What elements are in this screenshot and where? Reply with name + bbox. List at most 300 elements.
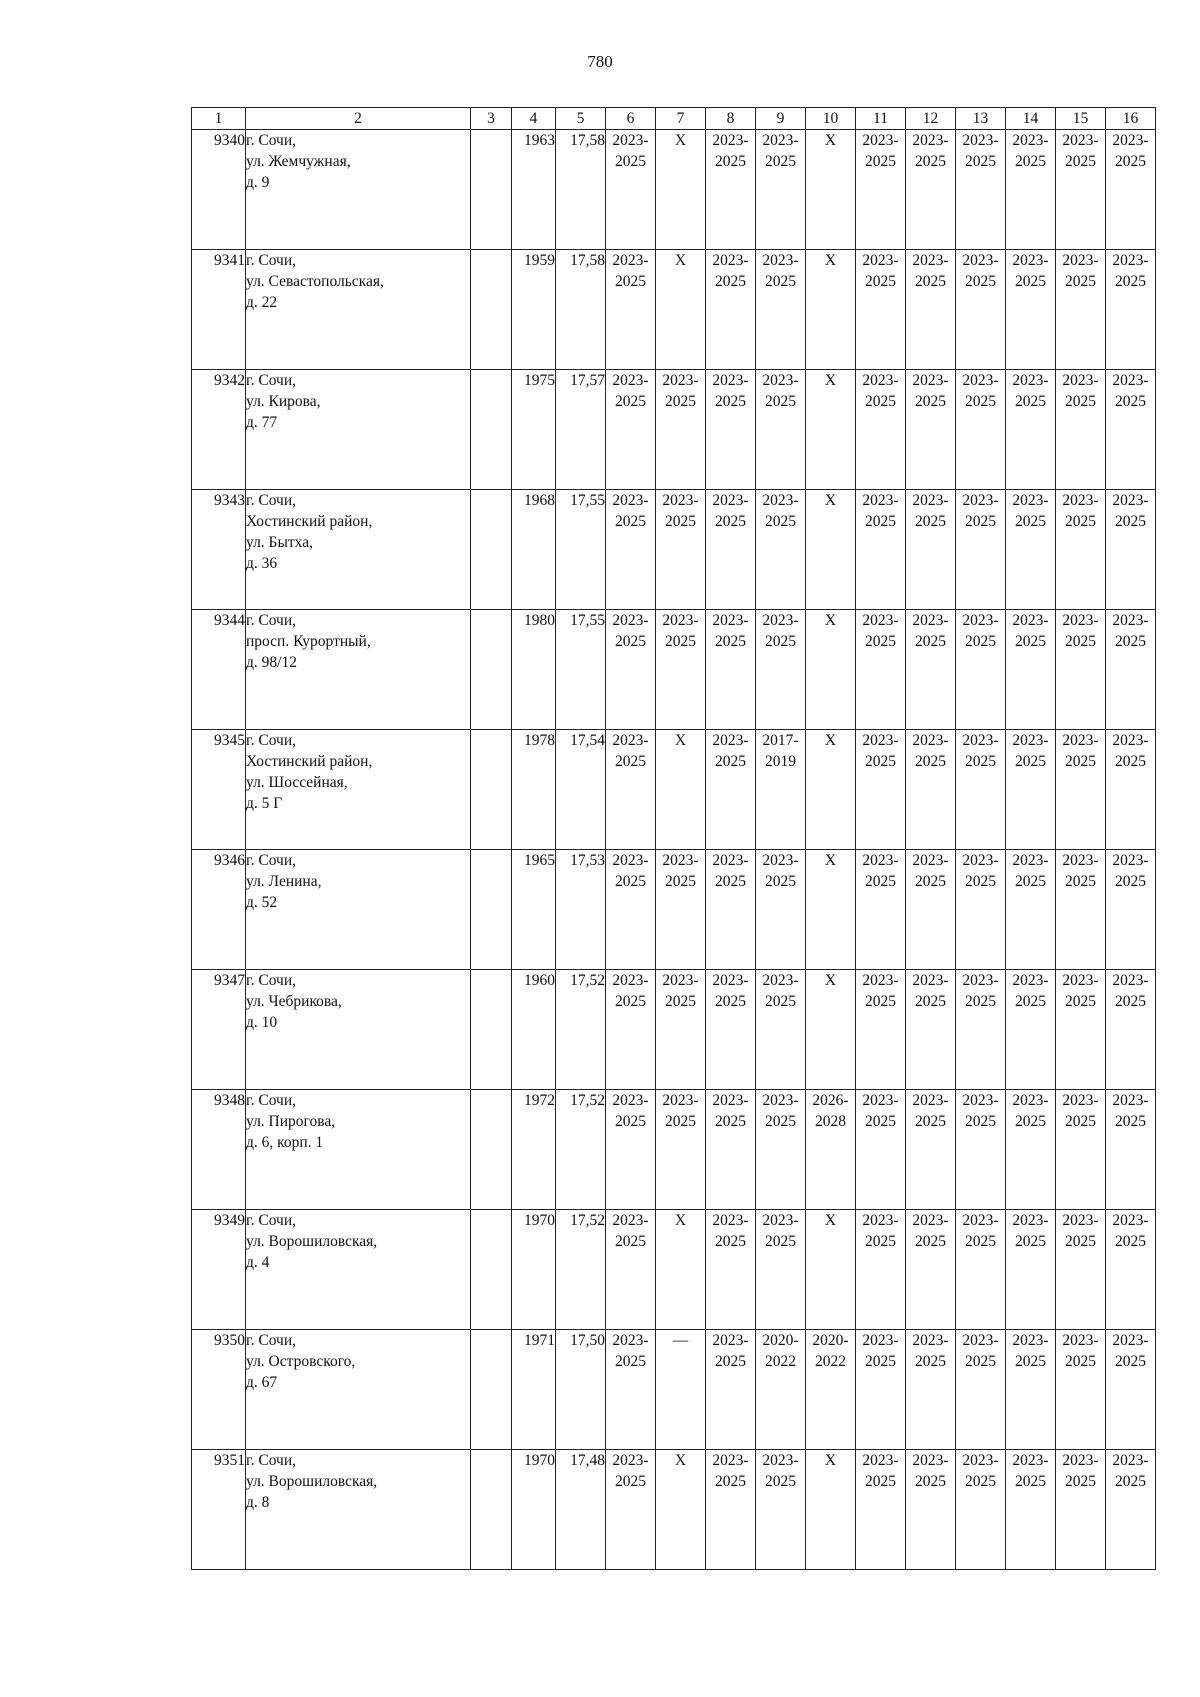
period-text: 2025 bbox=[615, 273, 646, 290]
year-built-cell: 1970 bbox=[512, 1450, 556, 1570]
period-text: 2023- bbox=[862, 612, 899, 629]
period-cell-col-15 bbox=[1056, 490, 1106, 610]
address-line: д. 52 bbox=[246, 894, 278, 911]
period-cell-col-14 bbox=[1006, 490, 1056, 610]
period-text: 2023- bbox=[1012, 972, 1049, 989]
period-cell-col-7 bbox=[656, 610, 706, 730]
period-cell-col-10 bbox=[806, 130, 856, 250]
period-text: 2025 bbox=[965, 633, 996, 650]
period-cell-col-8 bbox=[706, 1330, 756, 1450]
period-cell-col-15 bbox=[1056, 730, 1106, 850]
period-cell-col-13 bbox=[956, 610, 1006, 730]
period-text: 2025 bbox=[865, 1473, 896, 1490]
period-text: 2025 bbox=[915, 513, 946, 530]
period-text: 2023- bbox=[962, 492, 999, 509]
period-cell-col-12 bbox=[906, 970, 956, 1090]
area-cell: 17,54 bbox=[556, 730, 606, 850]
period-text: 2025 bbox=[715, 1113, 746, 1130]
period-cell-col-6 bbox=[606, 610, 656, 730]
period-cell-col-9 bbox=[756, 370, 806, 490]
period-text: 2025 bbox=[1015, 1473, 1046, 1490]
period-cell-col-10 bbox=[806, 850, 856, 970]
column-number-12: 12 bbox=[906, 108, 956, 130]
period-text: 2025 bbox=[1015, 1353, 1046, 1370]
period-text: 2023- bbox=[1112, 1452, 1149, 1469]
period-text: X bbox=[824, 612, 837, 629]
period-text: 2025 bbox=[765, 993, 796, 1010]
table-row bbox=[192, 730, 1156, 850]
period-text: 2025 bbox=[615, 753, 646, 770]
period-text: 2023- bbox=[1112, 612, 1149, 629]
address-line: г. Сочи, bbox=[246, 852, 297, 869]
column-number-row bbox=[192, 108, 1156, 130]
period-text: 2023- bbox=[712, 132, 749, 149]
area-cell: 17,57 bbox=[556, 370, 606, 490]
period-text: 2023- bbox=[762, 972, 799, 989]
period-text: 2023- bbox=[1062, 852, 1099, 869]
period-text: 2025 bbox=[915, 873, 946, 890]
period-text: 2023- bbox=[962, 372, 999, 389]
period-text: X bbox=[824, 372, 837, 389]
period-cell-col-16 bbox=[1106, 850, 1156, 970]
column-number-14: 14 bbox=[1006, 108, 1056, 130]
period-text: 2023- bbox=[862, 1452, 899, 1469]
period-text: 2023- bbox=[1062, 1452, 1099, 1469]
period-text: 2023- bbox=[662, 492, 699, 509]
period-cell-col-6 bbox=[606, 490, 656, 610]
address-cell bbox=[246, 130, 471, 250]
year-built-cell: 1970 bbox=[512, 1210, 556, 1330]
period-text: 2025 bbox=[1115, 1113, 1146, 1130]
period-text: 2025 bbox=[1015, 1233, 1046, 1250]
address-line: ул. Бытха, bbox=[246, 534, 313, 551]
period-text: 2023- bbox=[912, 1212, 949, 1229]
period-text: 2023- bbox=[762, 1212, 799, 1229]
period-text: 2023- bbox=[762, 612, 799, 629]
period-cell-col-7 bbox=[656, 250, 706, 370]
period-text: 2025 bbox=[1065, 153, 1096, 170]
period-text: 2025 bbox=[915, 273, 946, 290]
period-text: 2025 bbox=[615, 1473, 646, 1490]
column-3-cell bbox=[471, 130, 512, 250]
period-text: 2023- bbox=[962, 1332, 999, 1349]
period-text: X bbox=[824, 972, 837, 989]
period-cell-col-16 bbox=[1106, 250, 1156, 370]
period-text: 2023- bbox=[1112, 492, 1149, 509]
period-text: 2025 bbox=[915, 753, 946, 770]
period-text: X bbox=[824, 852, 837, 869]
address-line: ул. Ленина, bbox=[246, 873, 322, 890]
period-text: X bbox=[674, 1212, 687, 1229]
period-text: 2023- bbox=[962, 1452, 999, 1469]
period-cell-col-8 bbox=[706, 850, 756, 970]
address-line: г. Сочи, bbox=[246, 252, 297, 269]
period-cell-col-14 bbox=[1006, 130, 1056, 250]
period-cell-col-9 bbox=[756, 250, 806, 370]
record-number-cell: 9348 bbox=[192, 1090, 246, 1210]
year-built-cell: 1978 bbox=[512, 730, 556, 850]
period-text: 2025 bbox=[1115, 753, 1146, 770]
period-text: 2023- bbox=[712, 252, 749, 269]
period-text: 2025 bbox=[615, 393, 646, 410]
period-text: 2023- bbox=[712, 732, 749, 749]
period-text: 2025 bbox=[865, 513, 896, 530]
period-text: 2025 bbox=[615, 993, 646, 1010]
period-text: 2023- bbox=[1062, 372, 1099, 389]
period-cell-col-14 bbox=[1006, 1090, 1056, 1210]
period-text: 2019 bbox=[765, 753, 796, 770]
period-text: 2023- bbox=[662, 972, 699, 989]
period-text: 2023- bbox=[762, 1092, 799, 1109]
period-text: 2023- bbox=[712, 852, 749, 869]
period-cell-col-11 bbox=[856, 730, 906, 850]
address-line: Хостинский район, bbox=[246, 513, 373, 530]
address-line: ул. Кирова, bbox=[246, 393, 321, 410]
address-line: г. Сочи, bbox=[246, 132, 297, 149]
period-text: 2023- bbox=[912, 252, 949, 269]
period-text: 2023- bbox=[912, 732, 949, 749]
address-line: ул. Пирогова, bbox=[246, 1113, 336, 1130]
period-text: X bbox=[674, 1452, 687, 1469]
period-cell-col-10 bbox=[806, 1450, 856, 1570]
period-text: 2023- bbox=[962, 972, 999, 989]
period-cell-col-9 bbox=[756, 970, 806, 1090]
period-text: X bbox=[824, 1212, 837, 1229]
period-cell-col-9 bbox=[756, 1450, 806, 1570]
period-text: 2025 bbox=[715, 633, 746, 650]
period-cell-col-10 bbox=[806, 1210, 856, 1330]
period-cell-col-7 bbox=[656, 490, 706, 610]
address-line: ул. Жемчужная, bbox=[246, 153, 351, 170]
period-text: 2023- bbox=[1012, 732, 1049, 749]
address-line: д. 67 bbox=[246, 1374, 278, 1391]
period-text: 2025 bbox=[765, 393, 796, 410]
period-cell-col-13 bbox=[956, 1210, 1006, 1330]
period-cell-col-14 bbox=[1006, 250, 1056, 370]
period-text: 2025 bbox=[615, 1113, 646, 1130]
address-line: ул. Севастопольская, bbox=[246, 273, 384, 290]
period-cell-col-6 bbox=[606, 130, 656, 250]
address-cell bbox=[246, 970, 471, 1090]
area-cell: 17,52 bbox=[556, 1090, 606, 1210]
address-cell bbox=[246, 250, 471, 370]
period-text: 2023- bbox=[712, 1092, 749, 1109]
period-text: 2020- bbox=[812, 1332, 849, 1349]
period-text: 2023- bbox=[1112, 852, 1149, 869]
period-cell-col-11 bbox=[856, 370, 906, 490]
period-cell-col-16 bbox=[1106, 1090, 1156, 1210]
period-cell-col-15 bbox=[1056, 970, 1106, 1090]
period-text: 2025 bbox=[1015, 153, 1046, 170]
period-text: 2025 bbox=[1065, 633, 1096, 650]
period-text: 2023- bbox=[1062, 732, 1099, 749]
column-number-15: 15 bbox=[1056, 108, 1106, 130]
period-text: 2023- bbox=[962, 612, 999, 629]
period-text: 2025 bbox=[965, 1473, 996, 1490]
address-line: ул. Ворошиловская, bbox=[246, 1473, 378, 1490]
period-cell-col-10 bbox=[806, 970, 856, 1090]
address-line: д. 8 bbox=[246, 1494, 270, 1511]
period-cell-col-14 bbox=[1006, 610, 1056, 730]
period-cell-col-10 bbox=[806, 730, 856, 850]
period-cell-col-15 bbox=[1056, 850, 1106, 970]
year-built-cell: 1960 bbox=[512, 970, 556, 1090]
address-cell bbox=[246, 370, 471, 490]
period-cell-col-16 bbox=[1106, 370, 1156, 490]
period-cell-col-14 bbox=[1006, 1210, 1056, 1330]
year-built-cell: 1972 bbox=[512, 1090, 556, 1210]
period-text: 2022 bbox=[815, 1353, 846, 1370]
period-cell-col-7 bbox=[656, 370, 706, 490]
period-text: 2023- bbox=[612, 972, 649, 989]
address-cell bbox=[246, 1210, 471, 1330]
period-text: 2023- bbox=[1012, 1212, 1049, 1229]
period-cell-col-14 bbox=[1006, 730, 1056, 850]
period-text: 2023- bbox=[862, 1092, 899, 1109]
period-text: 2025 bbox=[915, 153, 946, 170]
column-number-13: 13 bbox=[956, 108, 1006, 130]
address-cell bbox=[246, 1330, 471, 1450]
period-cell-col-12 bbox=[906, 850, 956, 970]
record-number-cell: 9345 bbox=[192, 730, 246, 850]
area-cell: 17,52 bbox=[556, 1210, 606, 1330]
table-row bbox=[192, 250, 1156, 370]
housing-register-table bbox=[191, 107, 1156, 1570]
column-3-cell bbox=[471, 970, 512, 1090]
year-built-cell: 1980 bbox=[512, 610, 556, 730]
period-text: 2025 bbox=[965, 993, 996, 1010]
period-cell-col-6 bbox=[606, 1330, 656, 1450]
period-text: 2023- bbox=[862, 492, 899, 509]
table-row bbox=[192, 130, 1156, 250]
period-text: 2023- bbox=[1012, 372, 1049, 389]
period-cell-col-8 bbox=[706, 730, 756, 850]
period-text: 2025 bbox=[715, 993, 746, 1010]
period-cell-col-6 bbox=[606, 250, 656, 370]
period-text: 2023- bbox=[1112, 1212, 1149, 1229]
address-cell bbox=[246, 610, 471, 730]
address-line: г. Сочи, bbox=[246, 1212, 297, 1229]
address-cell bbox=[246, 1450, 471, 1570]
period-text: 2025 bbox=[865, 1113, 896, 1130]
period-text: 2025 bbox=[865, 633, 896, 650]
area-cell: 17,50 bbox=[556, 1330, 606, 1450]
period-text: 2023- bbox=[962, 252, 999, 269]
period-cell-col-8 bbox=[706, 370, 756, 490]
period-cell-col-15 bbox=[1056, 130, 1106, 250]
period-cell-col-8 bbox=[706, 1210, 756, 1330]
period-cell-col-15 bbox=[1056, 1450, 1106, 1570]
period-text: 2023- bbox=[762, 852, 799, 869]
address-line: д. 10 bbox=[246, 1014, 278, 1031]
period-text: 2023- bbox=[1012, 132, 1049, 149]
page-number: 780 bbox=[587, 52, 613, 71]
period-text: 2023- bbox=[1012, 492, 1049, 509]
period-cell-col-8 bbox=[706, 970, 756, 1090]
address-line: Хостинский район, bbox=[246, 753, 373, 770]
period-text: 2023- bbox=[612, 612, 649, 629]
table-row bbox=[192, 610, 1156, 730]
period-text: X bbox=[674, 732, 687, 749]
period-text: 2023- bbox=[912, 1452, 949, 1469]
period-cell-col-13 bbox=[956, 1090, 1006, 1210]
period-cell-col-15 bbox=[1056, 1090, 1106, 1210]
period-text: 2023- bbox=[712, 972, 749, 989]
record-number-cell: 9342 bbox=[192, 370, 246, 490]
period-cell-col-7 bbox=[656, 1330, 706, 1450]
period-cell-col-8 bbox=[706, 1450, 756, 1570]
period-text: 2023- bbox=[862, 1332, 899, 1349]
period-text: 2025 bbox=[915, 1233, 946, 1250]
period-text: 2025 bbox=[715, 1233, 746, 1250]
period-cell-col-13 bbox=[956, 730, 1006, 850]
period-cell-col-9 bbox=[756, 490, 806, 610]
period-text: 2025 bbox=[1065, 1233, 1096, 1250]
period-cell-col-9 bbox=[756, 1090, 806, 1210]
period-text: 2025 bbox=[665, 513, 696, 530]
address-line: просп. Курортный, bbox=[246, 633, 371, 650]
period-text: 2023- bbox=[912, 612, 949, 629]
period-text: 2025 bbox=[915, 1473, 946, 1490]
period-cell-col-10 bbox=[806, 370, 856, 490]
table-row bbox=[192, 1450, 1156, 1570]
period-text: 2025 bbox=[715, 1473, 746, 1490]
address-line: г. Сочи, bbox=[246, 1332, 297, 1349]
column-3-cell bbox=[471, 1450, 512, 1570]
period-cell-col-7 bbox=[656, 1090, 706, 1210]
period-text: 2023- bbox=[1112, 732, 1149, 749]
column-3-cell bbox=[471, 1330, 512, 1450]
period-text: 2023- bbox=[1062, 972, 1099, 989]
period-text: 2023- bbox=[962, 1092, 999, 1109]
period-text: 2025 bbox=[1115, 273, 1146, 290]
column-number-5: 5 bbox=[556, 108, 606, 130]
period-text: 2025 bbox=[615, 633, 646, 650]
period-text: 2023- bbox=[1012, 852, 1049, 869]
period-cell-col-9 bbox=[756, 1210, 806, 1330]
period-text: 2025 bbox=[915, 393, 946, 410]
period-text: 2025 bbox=[965, 273, 996, 290]
period-text: 2023- bbox=[862, 972, 899, 989]
period-cell-col-10 bbox=[806, 1330, 856, 1450]
period-cell-col-13 bbox=[956, 250, 1006, 370]
column-number-4: 4 bbox=[512, 108, 556, 130]
period-text: 2023- bbox=[1062, 1092, 1099, 1109]
period-text: 2025 bbox=[1115, 993, 1146, 1010]
period-cell-col-9 bbox=[756, 730, 806, 850]
period-text: 2025 bbox=[865, 153, 896, 170]
column-number-8: 8 bbox=[706, 108, 756, 130]
period-text: 2023- bbox=[962, 1212, 999, 1229]
period-cell-col-14 bbox=[1006, 970, 1056, 1090]
period-text: 2025 bbox=[1115, 153, 1146, 170]
period-text: 2025 bbox=[665, 393, 696, 410]
period-cell-col-7 bbox=[656, 850, 706, 970]
period-cell-col-16 bbox=[1106, 490, 1156, 610]
column-3-cell bbox=[471, 1210, 512, 1330]
record-number-cell: 9346 bbox=[192, 850, 246, 970]
period-text: 2023- bbox=[662, 852, 699, 869]
record-number-cell: 9351 bbox=[192, 1450, 246, 1570]
period-text: 2025 bbox=[965, 753, 996, 770]
period-text: 2025 bbox=[665, 1113, 696, 1130]
period-text: X bbox=[824, 1452, 837, 1469]
address-cell bbox=[246, 850, 471, 970]
year-built-cell: 1965 bbox=[512, 850, 556, 970]
period-text: 2025 bbox=[1065, 1353, 1096, 1370]
period-cell-col-9 bbox=[756, 610, 806, 730]
period-text: 2025 bbox=[865, 1353, 896, 1370]
period-text: 2023- bbox=[862, 1212, 899, 1229]
period-text: 2025 bbox=[915, 633, 946, 650]
period-cell-col-6 bbox=[606, 370, 656, 490]
period-text: 2025 bbox=[615, 513, 646, 530]
address-line: д. 22 bbox=[246, 294, 278, 311]
period-text: 2023- bbox=[712, 1212, 749, 1229]
period-text: 2025 bbox=[965, 513, 996, 530]
period-cell-col-7 bbox=[656, 1210, 706, 1330]
period-text: 2023- bbox=[862, 852, 899, 869]
period-text: 2025 bbox=[615, 1353, 646, 1370]
period-text: 2023- bbox=[762, 372, 799, 389]
period-cell-col-8 bbox=[706, 1090, 756, 1210]
period-cell-col-9 bbox=[756, 1330, 806, 1450]
column-3-cell bbox=[471, 370, 512, 490]
address-line: д. 36 bbox=[246, 555, 278, 572]
area-cell: 17,53 bbox=[556, 850, 606, 970]
period-text: 2025 bbox=[865, 273, 896, 290]
area-cell: 17,48 bbox=[556, 1450, 606, 1570]
period-text: 2025 bbox=[1115, 1353, 1146, 1370]
column-number-6: 6 bbox=[606, 108, 656, 130]
record-number-cell: 9350 bbox=[192, 1330, 246, 1450]
period-text: 2023- bbox=[1112, 1092, 1149, 1109]
period-cell-col-12 bbox=[906, 1330, 956, 1450]
column-3-cell bbox=[471, 490, 512, 610]
period-cell-col-9 bbox=[756, 850, 806, 970]
period-text: 2025 bbox=[765, 1473, 796, 1490]
period-cell-col-13 bbox=[956, 1330, 1006, 1450]
period-text: 2023- bbox=[862, 372, 899, 389]
column-3-cell bbox=[471, 250, 512, 370]
period-text: 2025 bbox=[1115, 1473, 1146, 1490]
period-cell-col-13 bbox=[956, 850, 1006, 970]
period-text: 2025 bbox=[1065, 993, 1096, 1010]
address-line: д. 6, корп. 1 bbox=[246, 1134, 324, 1151]
period-cell-col-15 bbox=[1056, 250, 1106, 370]
period-text: 2023- bbox=[912, 1092, 949, 1109]
period-text: 2023- bbox=[762, 1452, 799, 1469]
period-text: 2025 bbox=[865, 993, 896, 1010]
period-cell-col-9 bbox=[756, 130, 806, 250]
period-text: 2023- bbox=[912, 972, 949, 989]
period-text: 2023- bbox=[662, 612, 699, 629]
period-cell-col-6 bbox=[606, 850, 656, 970]
period-text: 2023- bbox=[662, 1092, 699, 1109]
period-text: 2025 bbox=[765, 1113, 796, 1130]
address-cell bbox=[246, 730, 471, 850]
period-text: 2025 bbox=[715, 873, 746, 890]
period-text: 2025 bbox=[965, 153, 996, 170]
period-text: 2023- bbox=[612, 732, 649, 749]
period-text: 2020- bbox=[762, 1332, 799, 1349]
period-text: 2023- bbox=[1112, 972, 1149, 989]
area-cell: 17,52 bbox=[556, 970, 606, 1090]
period-text: 2023- bbox=[912, 1332, 949, 1349]
period-text: 2023- bbox=[962, 732, 999, 749]
address-line: ул. Островского, bbox=[246, 1353, 356, 1370]
period-text: 2023- bbox=[1112, 372, 1149, 389]
